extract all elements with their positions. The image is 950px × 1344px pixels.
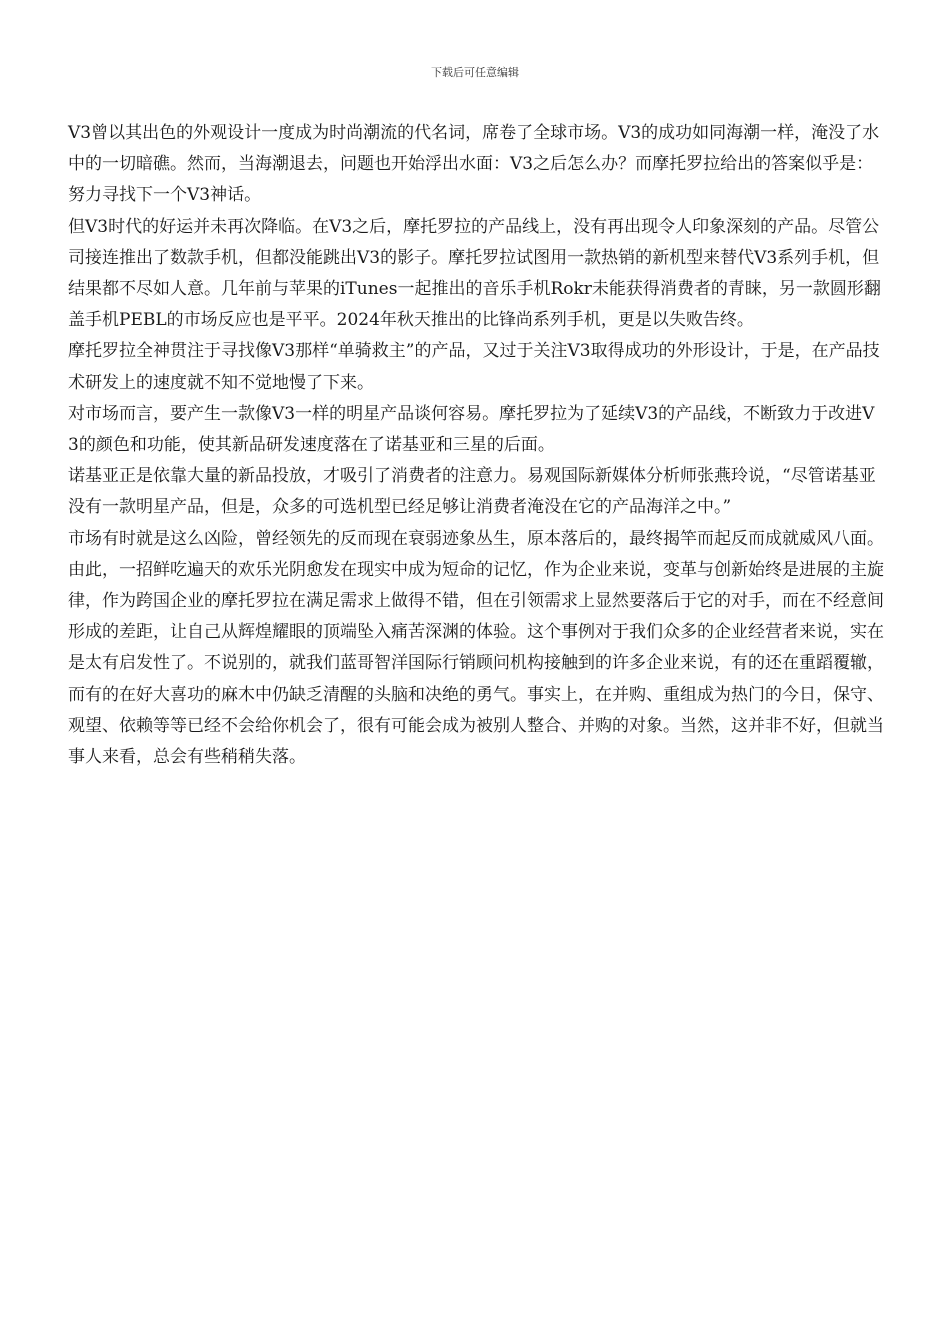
paragraph-3: 摩托罗拉全神贯注于寻找像V3那样“单骑救主”的产品，又过于关注V3取得成功的外形设计，于是，在产品技术研发上的速度就不知不觉地慢了下来。: [68, 341, 880, 393]
paragraph-1: V3曾以其出色的外观设计一度成为时尚潮流的代名词，席卷了全球市场。V3的成功如同海潮一样，淹没了水中的一切暗礁。然而，当海潮退去，问题也开始浮出水面：V3之后怎么办？而摩托罗拉给出的答案似乎是：努力寻找下一个V3神话。: [68, 123, 880, 206]
document-body: [68, 118, 884, 773]
paragraph-4: 对市场而言，要产生一款像V3一样的明星产品谈何容易。摩托罗拉为了延续V3的产品线，不断致力于改进V3的颜色和功能，使其新品研发速度落在了诺基亚和三星的后面。: [68, 403, 875, 456]
paragraph-5: 诺基亚正是依靠大量的新品投放，才吸引了消费者的注意力。易观国际新媒体分析师张燕玲说，“尽管诺基亚没有一款明星产品，但是，众多的可选机型已经足够让消费者淹没在它的产品海洋之中。”: [68, 466, 876, 518]
paragraph-6: 市场有时就是这么凶险，曾经领先的反而现在衰弱迹象丛生，原本落后的，最终揭竿而起反而成就威风八面。由此，一招鲜吃遍天的欢乐光阴愈发在现实中成为短命的记忆，作为企业来说，变革与创新始终是进展的主旋律，作为跨国企业的摩托罗拉在满足需求上做得不错，但在引领需求上显然要落后于它的对手，而在不经意间形成的差距，让自己从辉煌耀眼的顶端坠入痛苦深渊的体验。这个事例对于我们众多的企业经营者来说，实在是太有启发性了。不说别的，就我们蓝哥智洋国际行销顾问机构接触到的许多企业来说，有的还在重蹈覆辙，而有的在好大喜功的麻木中仍缺乏清醒的头脑和决绝的勇气。事实上，在并购、重组成为热门的今日，保守、观望、依赖等等已经不会给你机会了，很有可能会成为被别人整合、并购的对象。当然，这并非不好，但就当事人来看，总会有些稍稍失落。: [68, 528, 884, 768]
page-header: 下载后可任意编辑: [431, 66, 519, 79]
paragraph-2: 但V3时代的好运并未再次降临。在V3之后，摩托罗拉的产品线上，没有再出现令人印象深刻的产品。尽管公司接连推出了数款手机，但都没能跳出V3的影子。摩托罗拉试图用一款热销的新机型来替代V3系列手机，但结果都不尽如人意。几年前与苹果的iTunes一起推出的音乐手机Rokr未能获得消费者的青睐，另一款圆形翻盖手机PEBL的市场反应也是平平。2024年秋天推出的比锋尚系列手机，更是以失败告终。: [68, 216, 881, 331]
